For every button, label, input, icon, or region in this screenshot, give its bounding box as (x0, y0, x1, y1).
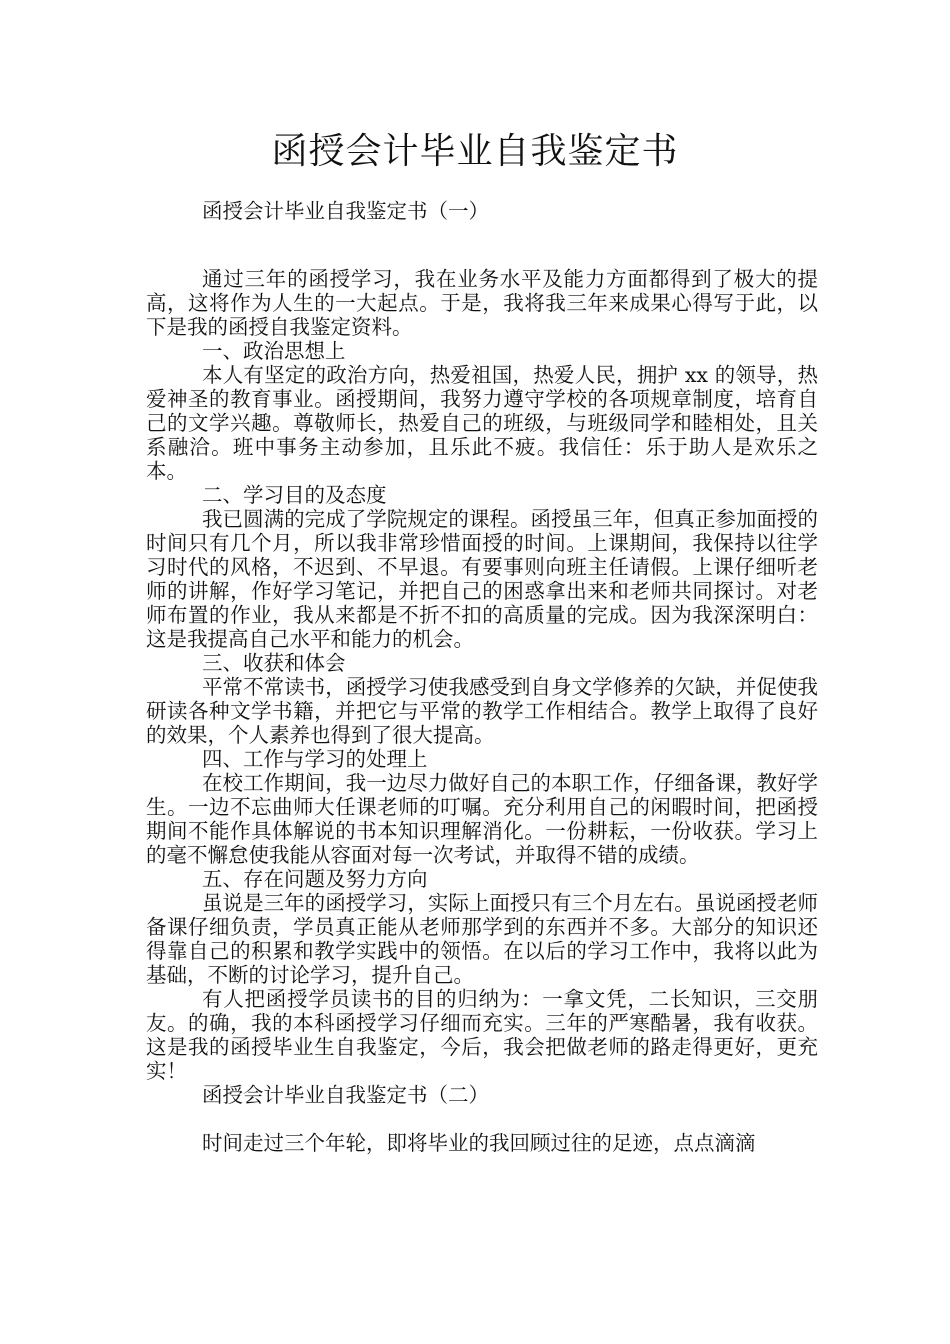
intro-paragraph: 通过三年的函授学习，我在业务水平及能力方面都得到了极大的提高，这将作为人生的一大起点。于是，我将我三年来成果心得写于此，以下是我的函授自我鉴定资料。 (146, 267, 818, 339)
document-title: 函授会计毕业自我鉴定书 (271, 131, 679, 172)
paragraph-gains: 平常不常读书，函授学习使我感受到自身文学修养的欠缺，并促使我研读各种文学书籍，并把它与平常的教学工作相结合。教学上取得了良好的效果，个人素养也得到了很大提高。 (146, 675, 818, 747)
spacer (146, 247, 818, 267)
heading-politics: 一、政治思想上 (202, 339, 346, 363)
section-2-title: 函授会计毕业自我鉴定书（二） (202, 1083, 489, 1107)
spacer (146, 1107, 818, 1127)
document-body (146, 199, 818, 1155)
paragraph-study-attitude: 我已圆满的完成了学院规定的课程。函授虽三年，但真正参加面授的时间只有几个月，所以我非常珍惜面授的时间。上课期间，我保持以往学习时代的风格，不迟到、不早退。有要事则向班主任请假。上课仔细听老师的讲解，作好学习笔记，并把自己的困惑拿出来和老师共同探讨。对老师布置的作业，我从来都是不折不扣的高质量的完成。因为我深深明白：这是我提高自己水平和能力的机会。 (146, 507, 818, 651)
section-1-title: 函授会计毕业自我鉴定书（一） (202, 199, 489, 223)
paragraph-work-study: 在校工作期间，我一边尽力做好自己的本职工作，仔细备课，教好学生。一边不忘曲师大任课老师的叮嘱。充分利用自己的闲暇时间，把函授期间不能作具体解说的书本知识理解消化。一份耕耘，一份收获。学习上的毫不懈怠使我能从容面对每一次考试，并取得不错的成绩。 (146, 771, 818, 867)
paragraph-conclusion: 有人把函授学员读书的目的归纳为：一拿文凭，二长知识，三交朋友。的确，我的本科函授学习仔细而充实。三年的严寒酷暑，我有收获。这是我的函授毕业生自我鉴定，今后，我会把做老师的路走得更好，更充实！ (146, 987, 818, 1083)
heading-work-study: 四、工作与学习的处理上 (202, 747, 428, 771)
spacer (146, 223, 818, 247)
paragraph-section-2-start: 时间走过三个年轮，即将毕业的我回顾过往的足迹，点点滴滴 (202, 1131, 756, 1155)
heading-gains: 三、收获和体会 (202, 651, 346, 675)
heading-study-attitude: 二、学习目的及态度 (202, 483, 387, 507)
heading-problems: 五、存在问题及努力方向 (202, 867, 428, 891)
paragraph-politics: 本人有坚定的政治方向，热爱祖国，热爱人民，拥护 xx 的领导，热爱神圣的教育事业。函授期间，我努力遵守学校的各项规章制度，培育自己的文学兴趣。尊敬师长，热爱自己的班级，与班级同学和睦相处，且关系融洽。班中事务主动参加，且乐此不疲。我信任：乐于助人是欢乐之本。 (146, 363, 818, 483)
paragraph-problems: 虽说是三年的函授学习，实际上面授只有三个月左右。虽说函授老师备课仔细负责，学员真正能从老师那学到的东西并不多。大部分的知识还得靠自己的积累和教学实践中的领悟。在以后的学习工作中，我将以此为基础，不断的讨论学习，提升自己。 (146, 891, 818, 987)
